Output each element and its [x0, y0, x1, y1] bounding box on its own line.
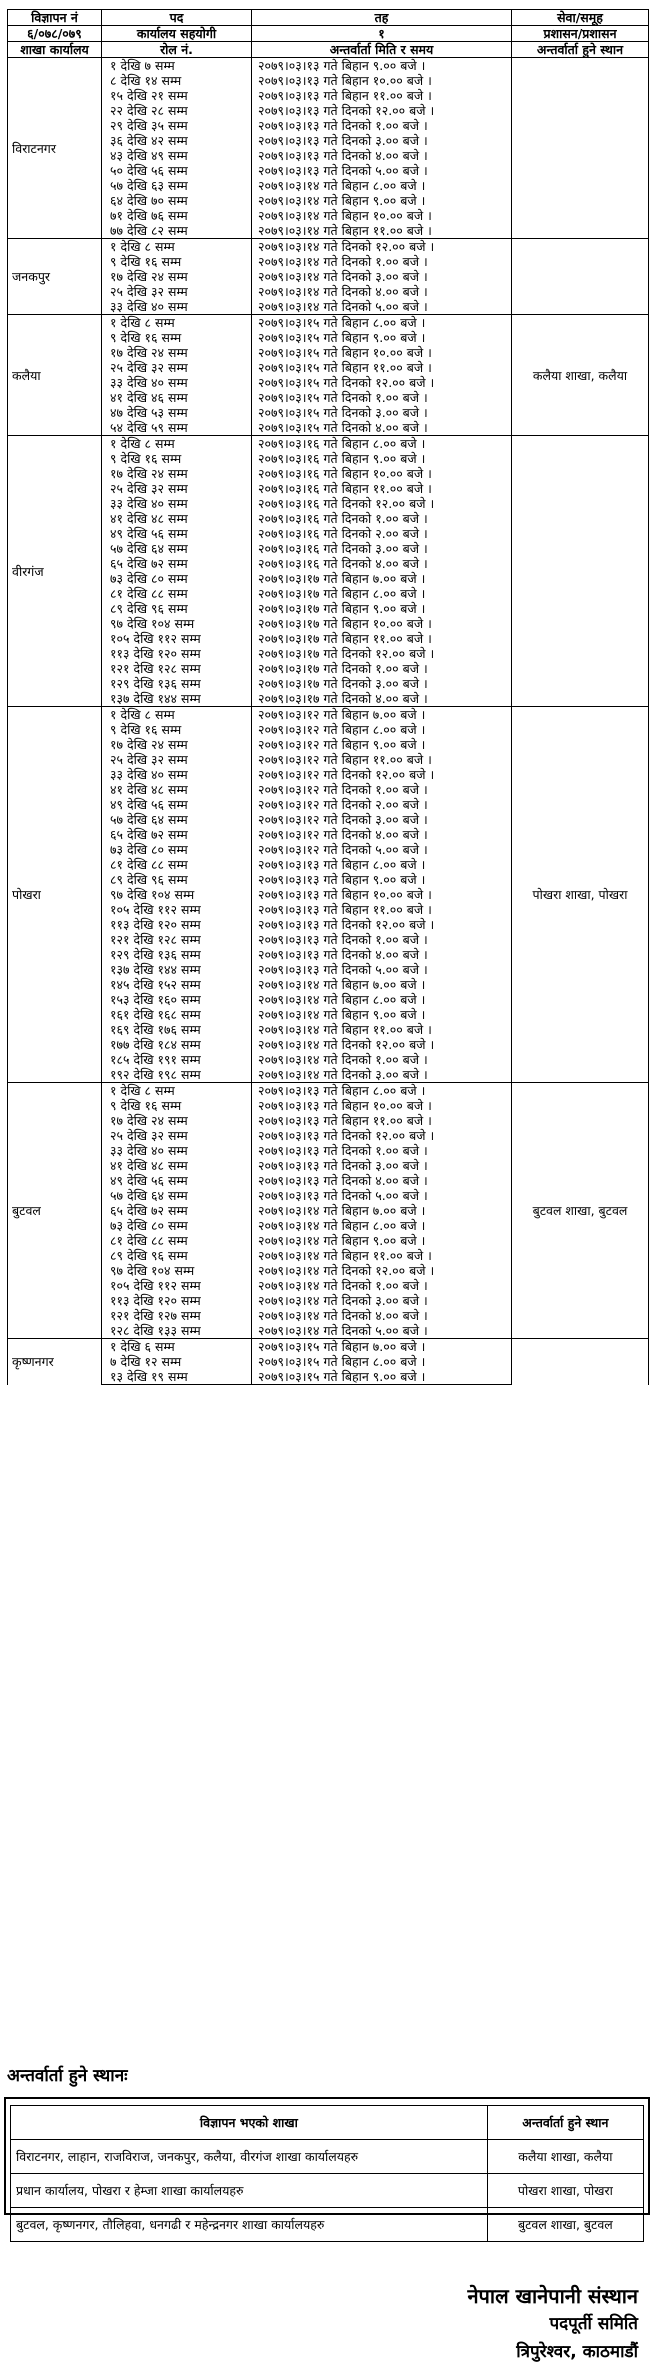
roll-range: ३३ देखि ४० सम्म [102, 767, 252, 782]
venue-column-label: अन्तर्वार्ता हुने स्थान [512, 42, 649, 58]
adv-no: ६/०७८/०७९ [8, 26, 102, 42]
roll-range: १०५ देखि ११२ सम्म [102, 631, 252, 646]
level: १ [252, 26, 512, 42]
interview-datetime: २०७९।०३।१५ गते बिहान १०.०० बजे । [252, 345, 512, 360]
roll-range: ९ देखि १६ सम्म [102, 254, 252, 269]
roll-range: ७३ देखि ८० सम्म [102, 1218, 252, 1233]
header-row-columns [8, 42, 649, 58]
roll-range: ५७ देखि ६४ सम्म [102, 812, 252, 827]
interview-datetime: २०७९।०३।१४ गते दिनको ३.०० बजे । [252, 269, 512, 284]
interview-datetime: २०७९।०३।१६ गते दिनको ३.०० बजे । [252, 541, 512, 556]
roll-range: ११३ देखि १२० सम्म [102, 646, 252, 661]
interview-datetime: २०७९।०३।१४ गते दिनको ३.०० बजे । [252, 1067, 512, 1083]
interview-datetime: २०७९।०३।१२ गते बिहान ७.०० बजे । [252, 707, 512, 723]
interview-schedule-table [7, 9, 649, 1385]
roll-column-label: रोल नं. [102, 42, 252, 58]
venue-table [10, 2105, 644, 2242]
interview-venue [512, 239, 649, 315]
interview-datetime: २०७९।०३।१६ गते दिनको १२.०० बजे । [252, 496, 512, 511]
interview-datetime: २०७९।०३।१६ गते दिनको २.०० बजे । [252, 526, 512, 541]
organization-address: त्रिपुरेश्वर, काठमाडौं [516, 2342, 638, 2362]
interview-datetime: २०७९।०३।१३ गते बिहान ८.०० बजे । [252, 1083, 512, 1099]
interview-datetime: २०७९।०३।१२ गते दिनको १२.०० बजे । [252, 767, 512, 782]
interview-datetime: २०७९।०३।१३ गते बिहान ११.०० बजे । [252, 902, 512, 917]
interview-datetime: २०७९।०३।१३ गते दिनको ५.०० बजे । [252, 962, 512, 977]
interview-datetime: २०७९।०३।१७ गते बिहान ११.०० बजे । [252, 631, 512, 646]
branch-office: वीरगंज [8, 436, 102, 707]
schedule-row [8, 58, 649, 74]
roll-range: ४१ देखि ४८ सम्म [102, 1158, 252, 1173]
committee-name: पदपूर्ती समिति [549, 2314, 638, 2334]
roll-range: ८९ देखि ९६ सम्म [102, 872, 252, 887]
roll-range: ७१ देखि ७६ सम्म [102, 208, 252, 223]
schedule-row [8, 239, 649, 255]
interview-datetime: २०७९।०३।१७ गते दिनको ३.०० बजे । [252, 676, 512, 691]
branch-column-label: शाखा कार्यालय [8, 42, 102, 58]
interview-venue [512, 1339, 649, 1385]
schedule-row [8, 315, 649, 331]
venue-location: बुटवल शाखा, बुटवल [487, 2208, 643, 2242]
interview-datetime: २०७९।०३।१४ गते बिहान ९.०० बजे । [252, 193, 512, 208]
interview-datetime: २०७९।०३।१४ गते बिहान ९.०० बजे । [252, 1007, 512, 1022]
interview-datetime: २०७९।०३।१६ गते बिहान ८.०० बजे । [252, 436, 512, 452]
interview-datetime: २०७९।०३।१२ गते बिहान ११.०० बजे । [252, 752, 512, 767]
roll-range: ६५ देखि ७२ सम्म [102, 827, 252, 842]
roll-range: १२९ देखि १३६ सम्म [102, 676, 252, 691]
roll-range: ८ देखि १४ सम्म [102, 73, 252, 88]
roll-range: ५७ देखि ६३ सम्म [102, 178, 252, 193]
roll-range: २५ देखि ३२ सम्म [102, 481, 252, 496]
header-level-label: तह [252, 10, 512, 26]
roll-range: १५३ देखि १६० सम्म [102, 992, 252, 1007]
roll-range: ७७ देखि ८२ सम्म [102, 223, 252, 239]
venue-row [11, 2208, 644, 2242]
interview-venue [512, 58, 649, 239]
interview-datetime: २०७९।०३।१७ गते दिनको १.०० बजे । [252, 661, 512, 676]
interview-datetime: २०७९।०३।१५ गते दिनको १.०० बजे । [252, 390, 512, 405]
interview-datetime: २०७९।०३।१६ गते बिहान १०.०० बजे । [252, 466, 512, 481]
interview-datetime: २०७९।०३।१५ गते बिहान ८.०० बजे । [252, 1354, 512, 1369]
interview-venue: बुटवल शाखा, बुटवल [512, 1083, 649, 1339]
interview-datetime: २०७९।०३।१३ गते दिनको १.०० बजे । [252, 118, 512, 133]
roll-range: १५ देखि २१ सम्म [102, 88, 252, 103]
venue-col2-label: अन्तर्वार्ता हुने स्थान [487, 2106, 643, 2140]
roll-range: १२१ देखि १२८ सम्म [102, 661, 252, 676]
interview-datetime: २०७९।०३।१३ गते दिनको ५.०० बजे । [252, 1188, 512, 1203]
roll-range: ६५ देखि ७२ सम्म [102, 556, 252, 571]
interview-datetime: २०७९।०३।१४ गते बिहान ७.०० बजे । [252, 977, 512, 992]
interview-datetime: २०७९।०३।१३ गते दिनको १२.०० बजे । [252, 103, 512, 118]
roll-range: १ देखि ७ सम्म [102, 58, 252, 74]
interview-datetime: २०७९।०३।१३ गते दिनको ३.०० बजे । [252, 1158, 512, 1173]
interview-datetime: २०७९।०३।१३ गते बिहान ८.०० बजे । [252, 857, 512, 872]
roll-range: ३३ देखि ४० सम्म [102, 299, 252, 315]
roll-range: ९ देखि १६ सम्म [102, 330, 252, 345]
roll-range: १७७ देखि १८४ सम्म [102, 1037, 252, 1052]
roll-range: १४५ देखि १५२ सम्म [102, 977, 252, 992]
roll-range: १३ देखि १९ सम्म [102, 1369, 252, 1385]
branch-office: बुटवल [8, 1083, 102, 1339]
roll-range: १३७ देखि १४४ सम्म [102, 691, 252, 707]
roll-range: १२१ देखि १२७ सम्म [102, 1308, 252, 1323]
interview-datetime: २०७९।०३।१३ गते बिहान १०.०० बजे । [252, 73, 512, 88]
interview-datetime: २०७९।०३।१२ गते दिनको ३.०० बजे । [252, 812, 512, 827]
interview-datetime: २०७९।०३।१३ गते दिनको १.०० बजे । [252, 1143, 512, 1158]
roll-range: १३७ देखि १४४ सम्म [102, 962, 252, 977]
roll-range: १७ देखि २४ सम्म [102, 269, 252, 284]
roll-range: ५७ देखि ६४ सम्म [102, 1188, 252, 1203]
roll-range: ९७ देखि १०४ सम्म [102, 887, 252, 902]
interview-datetime: २०७९।०३।१५ गते बिहान ९.०० बजे । [252, 1369, 512, 1385]
interview-datetime: २०७९।०३।१३ गते दिनको १२.०० बजे । [252, 1128, 512, 1143]
roll-range: ७ देखि १२ सम्म [102, 1354, 252, 1369]
roll-range: ५४ देखि ५९ सम्म [102, 420, 252, 436]
interview-datetime: २०७९।०३।१४ गते बिहान ९.०० बजे । [252, 1233, 512, 1248]
interview-datetime: २०७९।०३।१४ गते दिनको १२.०० बजे । [252, 1037, 512, 1052]
interview-venue [512, 436, 649, 707]
interview-datetime: २०७९।०३।१३ गते दिनको १२.०० बजे । [252, 917, 512, 932]
roll-range: ९७ देखि १०४ सम्म [102, 1263, 252, 1278]
interview-datetime: २०७९।०३।१३ गते बिहान ११.०० बजे । [252, 1113, 512, 1128]
interview-datetime: २०७९।०३।१३ गते दिनको ४.०० बजे । [252, 947, 512, 962]
roll-range: १ देखि ८ सम्म [102, 436, 252, 452]
interview-datetime: २०७९।०३।१३ गते दिनको ५.०० बजे । [252, 163, 512, 178]
roll-range: ४९ देखि ५६ सम्म [102, 797, 252, 812]
interview-datetime: २०७९।०३।१७ गते बिहान ७.०० बजे । [252, 571, 512, 586]
roll-range: १२९ देखि १३६ सम्म [102, 947, 252, 962]
roll-range: १०५ देखि ११२ सम्म [102, 1278, 252, 1293]
roll-range: ८९ देखि ९६ सम्म [102, 1248, 252, 1263]
schedule-body [8, 10, 649, 1385]
roll-range: २९ देखि ३५ सम्म [102, 118, 252, 133]
interview-datetime: २०७९।०३।१३ गते बिहान १०.०० बजे । [252, 1098, 512, 1113]
roll-range: ४१ देखि ४८ सम्म [102, 782, 252, 797]
interview-datetime: २०७९।०३।१४ गते दिनको १.०० बजे । [252, 254, 512, 269]
interview-datetime: २०७९।०३।१४ गते दिनको ५.०० बजे । [252, 299, 512, 315]
roll-range: ३३ देखि ४० सम्म [102, 375, 252, 390]
roll-range: ३६ देखि ४२ सम्म [102, 133, 252, 148]
interview-datetime: २०७९।०३।१४ गते बिहान ८.०० बजे । [252, 1218, 512, 1233]
roll-range: १२८ देखि १३३ सम्म [102, 1323, 252, 1339]
roll-range: ४३ देखि ४९ सम्म [102, 148, 252, 163]
roll-range: ३३ देखि ४० सम्म [102, 1143, 252, 1158]
interview-datetime: २०७९।०३।१५ गते बिहान ९.०० बजे । [252, 330, 512, 345]
interview-datetime: २०७९।०३।१७ गते बिहान १०.०० बजे । [252, 616, 512, 631]
roll-range: ९ देखि १६ सम्म [102, 1098, 252, 1113]
interview-datetime: २०७९।०३।१२ गते दिनको ४.०० बजे । [252, 827, 512, 842]
interview-venue: पोखरा शाखा, पोखरा [512, 707, 649, 1083]
roll-range: २५ देखि ३२ सम्म [102, 752, 252, 767]
interview-datetime: २०७९।०३।१५ गते दिनको ४.०० बजे । [252, 420, 512, 436]
schedule-row [8, 707, 649, 723]
roll-range: ९७ देखि १०४ सम्म [102, 616, 252, 631]
roll-range: २५ देखि ३२ सम्म [102, 360, 252, 375]
interview-datetime: २०७९।०३।१४ गते दिनको १२.०० बजे । [252, 239, 512, 255]
roll-range: ११३ देखि १२० सम्म [102, 1293, 252, 1308]
roll-range: १०५ देखि ११२ सम्म [102, 902, 252, 917]
roll-range: ४७ देखि ५३ सम्म [102, 405, 252, 420]
interview-datetime: २०७९।०३।१७ गते दिनको १२.०० बजे । [252, 646, 512, 661]
interview-datetime: २०७९।०३।१४ गते दिनको ४.०० बजे । [252, 284, 512, 299]
branch-office: कलैया [8, 315, 102, 436]
roll-range: १ देखि ८ सम्म [102, 707, 252, 723]
organization-name: नेपाल खानेपानी संस्थान [467, 2284, 638, 2308]
venue-row [11, 2140, 644, 2174]
interview-datetime: २०७९।०३।१२ गते दिनको ५.०० बजे । [252, 842, 512, 857]
interview-datetime: २०७९।०३।१५ गते बिहान ८.०० बजे । [252, 315, 512, 331]
interview-datetime: २०७९।०३।१४ गते बिहान ११.०० बजे । [252, 1248, 512, 1263]
schedule-row [8, 1339, 649, 1355]
roll-range: ७३ देखि ८० सम्म [102, 571, 252, 586]
interview-datetime: २०७९।०३।१४ गते दिनको १.०० बजे । [252, 1278, 512, 1293]
interview-datetime: २०७९।०३।१६ गते बिहान ९.०० बजे । [252, 451, 512, 466]
venue-location: पोखरा शाखा, पोखरा [487, 2174, 643, 2208]
interview-datetime: २०७९।०३।१४ गते बिहान ८.०० बजे । [252, 178, 512, 193]
service: प्रशासन/प्रशासन [512, 26, 649, 42]
branch-office: विराटनगर [8, 58, 102, 239]
roll-range: ९ देखि १६ सम्म [102, 722, 252, 737]
roll-range: १६९ देखि १७६ सम्म [102, 1022, 252, 1037]
venue-row [11, 2174, 644, 2208]
interview-datetime: २०७९।०३।१२ गते दिनको १.०० बजे । [252, 782, 512, 797]
roll-range: २२ देखि २८ सम्म [102, 103, 252, 118]
interview-datetime: २०७९।०३।१३ गते बिहान १०.०० बजे । [252, 887, 512, 902]
branch-office: कृष्णनगर [8, 1339, 102, 1385]
issuer-block [467, 2282, 638, 2366]
roll-range: ३३ देखि ४० सम्म [102, 496, 252, 511]
roll-range: ८१ देखि ८८ सम्म [102, 586, 252, 601]
header-post-label: पद [102, 10, 252, 26]
roll-range: ६५ देखि ७२ सम्म [102, 1203, 252, 1218]
roll-range: ९ देखि १६ सम्म [102, 451, 252, 466]
interview-datetime: २०७९।०३।१३ गते बिहान ११.०० बजे । [252, 88, 512, 103]
roll-range: १ देखि ८ सम्म [102, 239, 252, 255]
interview-datetime: २०७९।०३।१६ गते बिहान ११.०० बजे । [252, 481, 512, 496]
interview-datetime: २०७९।०३।१४ गते बिहान ८.०० बजे । [252, 992, 512, 1007]
roll-range: ७३ देखि ८० सम्म [102, 842, 252, 857]
interview-datetime: २०७९।०३।१४ गते बिहान १०.०० बजे । [252, 208, 512, 223]
roll-range: ८१ देखि ८८ सम्म [102, 857, 252, 872]
roll-range: १६१ देखि १६८ सम्म [102, 1007, 252, 1022]
roll-range: ४१ देखि ४६ सम्म [102, 390, 252, 405]
venue-box [4, 2097, 650, 2232]
interview-datetime: २०७९।०३।१५ गते दिनको ३.०० बजे । [252, 405, 512, 420]
roll-range: १९२ देखि १९८ सम्म [102, 1067, 252, 1083]
interview-datetime: २०७९।०३।१४ गते बिहान ११.०० बजे । [252, 223, 512, 239]
interview-datetime: २०७९।०३।१४ गते बिहान ७.०० बजे । [252, 1203, 512, 1218]
venue-header-row [11, 2106, 644, 2140]
interview-datetime: २०७९।०३।१३ गते दिनको ४.०० बजे । [252, 1173, 512, 1188]
interview-datetime: २०७९।०३।१३ गते बिहान ९.०० बजे । [252, 872, 512, 887]
venue-section-heading: अन्तर्वार्ता हुने स्थानः [7, 2066, 128, 2086]
interview-datetime: २०७९।०३।१३ गते दिनको १.०० बजे । [252, 932, 512, 947]
interview-datetime: २०७९।०३।१३ गते दिनको ३.०० बजे । [252, 133, 512, 148]
interview-datetime: २०७९।०३।१७ गते बिहान ९.०० बजे । [252, 601, 512, 616]
venue-branches: बुटवल, कृष्णनगर, तौलिहवा, धनगढी र महेन्द्रनगर शाखा कार्यालयहरु [11, 2208, 488, 2242]
interview-datetime: २०७९।०३।१२ गते दिनको २.०० बजे । [252, 797, 512, 812]
roll-range: १८५ देखि १९१ सम्म [102, 1052, 252, 1067]
roll-range: ८९ देखि ९६ सम्म [102, 601, 252, 616]
roll-range: १७ देखि २४ सम्म [102, 466, 252, 481]
roll-range: ८१ देखि ८८ सम्म [102, 1233, 252, 1248]
interview-datetime: २०७९।०३।१२ गते बिहान ८.०० बजे । [252, 722, 512, 737]
interview-datetime: २०७९।०३।१४ गते दिनको ३.०० बजे । [252, 1293, 512, 1308]
roll-range: १७ देखि २४ सम्म [102, 1113, 252, 1128]
roll-range: १ देखि ८ सम्म [102, 1083, 252, 1099]
roll-range: ४१ देखि ४८ सम्म [102, 511, 252, 526]
roll-range: १ देखि ६ सम्म [102, 1339, 252, 1355]
schedule-row [8, 436, 649, 452]
interview-datetime: २०७९।०३।१७ गते दिनको ४.०० बजे । [252, 691, 512, 707]
header-row-values [8, 26, 649, 42]
schedule-row [8, 1083, 649, 1099]
roll-range: २५ देखि ३२ सम्म [102, 284, 252, 299]
roll-range: ५० देखि ५६ सम्म [102, 163, 252, 178]
venue-branches: प्रधान कार्यालय, पोखरा र हेम्जा शाखा कार्यालयहरु [11, 2174, 488, 2208]
roll-range: ११३ देखि १२० सम्म [102, 917, 252, 932]
interview-datetime: २०७९।०३।१३ गते दिनको ४.०० बजे । [252, 148, 512, 163]
interview-datetime: २०७९।०३।१४ गते दिनको ५.०० बजे । [252, 1323, 512, 1339]
interview-datetime: २०७९।०३।१५ गते बिहान ७.०० बजे । [252, 1339, 512, 1355]
interview-datetime: २०७९।०३।१२ गते बिहान ९.०० बजे । [252, 737, 512, 752]
roll-range: १२१ देखि १२८ सम्म [102, 932, 252, 947]
interview-datetime: २०७९।०३।१६ गते दिनको ४.०० बजे । [252, 556, 512, 571]
header-service-label: सेवा/समूह [512, 10, 649, 26]
roll-range: ४९ देखि ५६ सम्म [102, 526, 252, 541]
datetime-column-label: अन्तर्वार्ता मिति र समय [252, 42, 512, 58]
venue-col1-label: विज्ञापन भएको शाखा [11, 2106, 488, 2140]
roll-range: १७ देखि २४ सम्म [102, 345, 252, 360]
roll-range: ६४ देखि ७० सम्म [102, 193, 252, 208]
interview-datetime: २०७९।०३।१५ गते बिहान ११.०० बजे । [252, 360, 512, 375]
roll-range: ५७ देखि ६४ सम्म [102, 541, 252, 556]
interview-venue: कलैया शाखा, कलैया [512, 315, 649, 436]
interview-datetime: २०७९।०३।१४ गते दिनको १.०० बजे । [252, 1052, 512, 1067]
header-adv-no-label: विज्ञापन नं [8, 10, 102, 26]
venue-branches: विराटनगर, लाहान, राजविराज, जनकपुर, कलैया, वीरगंज शाखा कार्यालयहरु [11, 2140, 488, 2174]
branch-office: पोखरा [8, 707, 102, 1083]
post: कार्यालय सहयोगी [102, 26, 252, 42]
roll-range: १ देखि ८ सम्म [102, 315, 252, 331]
interview-datetime: २०७९।०३।१६ गते दिनको १.०० बजे । [252, 511, 512, 526]
interview-datetime: २०७९।०३।१४ गते बिहान ११.०० बजे । [252, 1022, 512, 1037]
interview-datetime: २०७९।०३।१४ गते दिनको १२.०० बजे । [252, 1263, 512, 1278]
interview-datetime: २०७९।०३।१३ गते बिहान ९.०० बजे । [252, 58, 512, 74]
interview-datetime: २०७९।०३।१४ गते दिनको ४.०० बजे । [252, 1308, 512, 1323]
interview-datetime: २०७९।०३।१७ गते बिहान ८.०० बजे । [252, 586, 512, 601]
header-row-top [8, 10, 649, 26]
branch-office: जनकपुर [8, 239, 102, 315]
interview-datetime: २०७९।०३।१५ गते दिनको १२.०० बजे । [252, 375, 512, 390]
venue-location: कलैया शाखा, कलैया [487, 2140, 643, 2174]
roll-range: २५ देखि ३२ सम्म [102, 1128, 252, 1143]
roll-range: १७ देखि २४ सम्म [102, 737, 252, 752]
roll-range: ४९ देखि ५६ सम्म [102, 1173, 252, 1188]
